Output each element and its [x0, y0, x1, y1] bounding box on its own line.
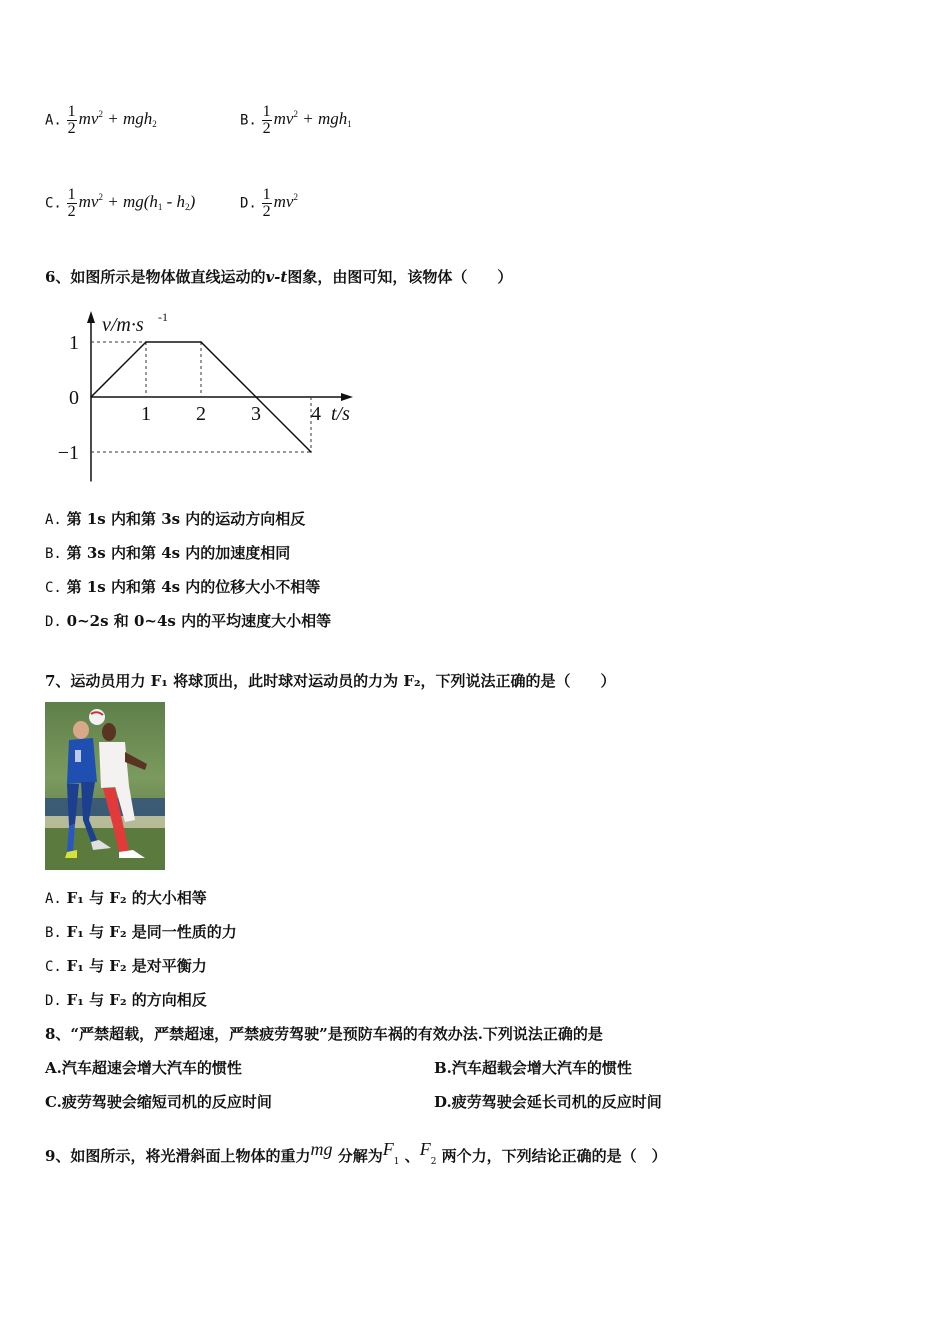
y-axis-label-sup: -1	[158, 310, 168, 324]
option-letter: A.	[45, 112, 62, 129]
x-tick-label: 4	[311, 403, 321, 425]
q6-stem: 6、如图所示是物体做直线运动的v-t图象，由图可知，该物体（ ）	[45, 268, 513, 286]
y-tick-label: 0	[69, 387, 79, 409]
y-tick-label: −1	[57, 442, 79, 464]
data-point	[310, 451, 312, 453]
data-point	[145, 341, 147, 343]
vt-graph	[0, 0, 400, 500]
x-axis-arrow	[341, 393, 353, 401]
x-tick-label: 1	[141, 403, 151, 425]
fraction: $\frac{1}{2}$	[262, 103, 271, 137]
q5-option-a[interactable]: A. $\frac{1}{2}$ $mv^2 + mgh_2$	[45, 103, 157, 137]
q7-stem: 7、运动员用力 F₁ 将球顶出，此时球对运动员的力为 F₂，下列说法正确的是（ ）	[45, 672, 616, 690]
q7-option-a[interactable]: A. F₁ 与 F₂ 的大小相等	[45, 889, 207, 907]
q6-option-d[interactable]: D. 0~2s 和 0~4s 内的平均速度大小相等	[45, 612, 332, 630]
option-letter: D.	[240, 195, 257, 212]
y-axis-arrow	[87, 311, 95, 323]
y-tick-label: 1	[69, 332, 79, 354]
q8-option-c[interactable]: C.疲劳驾驶会缩短司机的反应时间	[45, 1093, 272, 1111]
q5-option-d[interactable]: D. $\frac{1}{2}$ $mv^2$	[240, 186, 298, 220]
q5-option-c[interactable]: C. $\frac{1}{2}$ $mv^2 + mg(h_1 - h_2)$	[45, 186, 196, 220]
q8-option-d[interactable]: D.疲劳驾驶会延长司机的反应时间	[434, 1093, 662, 1111]
q6-option-c[interactable]: C. 第 1s 内和第 4s 内的位移大小不相等	[45, 578, 321, 596]
q6-option-a[interactable]: A. 第 1s 内和第 3s 内的运动方向相反	[45, 510, 306, 528]
q7-option-b[interactable]: B. F₁ 与 F₂ 是同一性质的力	[45, 923, 237, 941]
q8-stem: 8、“严禁超载，严禁超速，严禁疲劳驾驶”是预防车祸的有效办法.下列说法正确的是	[45, 1025, 603, 1043]
y-axis-label: v/m·s	[102, 314, 144, 336]
formula-tail: + mg(h	[107, 192, 158, 212]
data-point	[90, 396, 92, 398]
q6-option-b[interactable]: B. 第 3s 内和第 4s 内的加速度相同	[45, 544, 291, 562]
x-tick-label: 2	[196, 403, 206, 425]
option-letter: C.	[45, 195, 62, 212]
q7-option-c[interactable]: C. F₁ 与 F₂ 是对平衡力	[45, 957, 207, 975]
fraction: $\frac{1}{2}$	[67, 186, 76, 220]
option-letter: B.	[240, 112, 257, 129]
fraction: $\frac{1}{2}$	[67, 103, 76, 137]
data-point	[200, 341, 202, 343]
x-axis-label: t/s	[331, 403, 350, 425]
q5-option-b[interactable]: B. $\frac{1}{2}$ $mv^2 + mgh_1$	[240, 103, 352, 137]
formula-tail: + mgh	[302, 109, 348, 129]
soccer-header-photo	[45, 702, 165, 870]
formula-tail: + mgh	[107, 109, 153, 129]
q9-stem: 9、如图所示，将光滑斜面上物体的重力mg 分解为$F_1$ 、$F_2$ 两个力，下列结论正确的是（ ）	[45, 1139, 667, 1167]
x-tick-label: 3	[251, 403, 261, 425]
q8-option-b[interactable]: B.汽车超载会增大汽车的惯性	[434, 1059, 632, 1077]
q7-option-d[interactable]: D. F₁ 与 F₂ 的方向相反	[45, 991, 207, 1009]
q8-option-a[interactable]: A.汽车超速会增大汽车的惯性	[45, 1059, 242, 1077]
formula-extra: - h	[166, 192, 186, 212]
fraction: $\frac{1}{2}$	[262, 186, 271, 220]
